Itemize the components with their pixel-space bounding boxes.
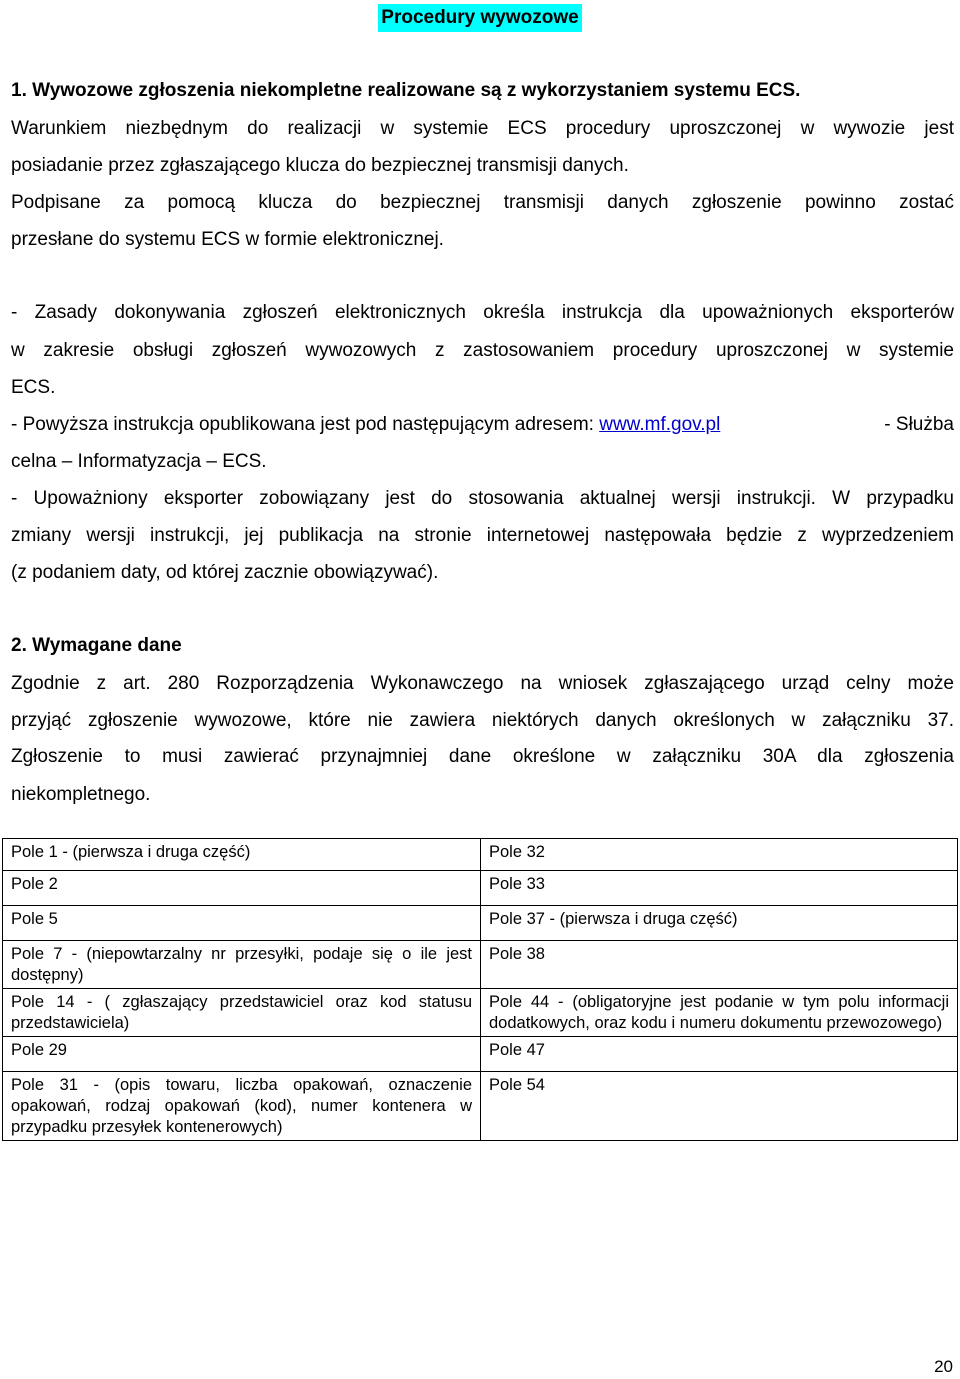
table-row [3, 871, 958, 906]
page-number: 20 [934, 1357, 953, 1376]
table-cell: Pole 31 - (opis towaru, liczba opakowań, oznaczenie opakowań, rodzaj opakowań (kod), numer kontenera w przypadku przesyłek kontenerowych) [3, 1072, 481, 1141]
table-cell: Pole 1 - (pierwsza i druga część) [3, 839, 481, 871]
table-row [3, 1072, 958, 1141]
table-cell: Pole 2 [3, 871, 481, 906]
table-cell: Pole 5 [3, 906, 481, 941]
table-row [3, 989, 958, 1037]
table-row [3, 941, 958, 989]
table-cell: Pole 33 [481, 871, 958, 906]
paragraph-line: - Upoważniony eksporter zobowiązany jest do stosowania aktualnej wersji instrukcji. W przypadku [11, 488, 954, 509]
section-1-heading: 1. Wywozowe zgłoszenia niekompletne realizowane są z wykorzystaniem systemu ECS. [11, 80, 801, 101]
section-2-heading: 2. Wymagane dane [11, 635, 182, 656]
instruction-address-suffix: - Służba [884, 414, 954, 435]
table-row [3, 906, 958, 941]
table-cell: Pole 14 - ( zgłaszający przedstawiciel oraz kod statusu przedstawiciela) [3, 989, 481, 1037]
paragraph-line: posiadanie przez zgłaszającego klucza do bezpiecznej transmisji danych. [11, 155, 629, 176]
paragraph-line: (z podaniem daty, od której zacznie obowiązywać). [11, 562, 439, 583]
required-fields-table [2, 838, 958, 1141]
paragraph-line: Zgłoszenie to musi zawierać przynajmniej dane określone w załączniku 30A dla zgłoszenia [11, 746, 954, 767]
paragraph-line: niekompletnego. [11, 784, 151, 805]
instruction-address-text: - Powyższa instrukcja opublikowana jest pod następującym adresem: [11, 414, 594, 435]
paragraph-line: w zakresie obsługi zgłoszeń wywozowych z zastosowaniem procedury uproszczonej w systemie [11, 340, 954, 361]
table-cell: Pole 38 [481, 941, 958, 989]
paragraph-line: Zgodnie z art. 280 Rozporządzenia Wykonawczego na wniosek zgłaszającego urząd celny może [11, 673, 954, 694]
paragraph-line: celna – Informatyzacja – ECS. [11, 451, 267, 472]
title-wrapper [0, 4, 960, 32]
mf-gov-link[interactable]: www.mf.gov.pl [599, 414, 721, 435]
table-cell: Pole 54 [481, 1072, 958, 1141]
table-cell: Pole 29 [3, 1037, 481, 1072]
table-cell: Pole 32 [481, 839, 958, 871]
paragraph-line: Podpisane za pomocą klucza do bezpiecznej transmisji danych zgłoszenie powinno zostać [11, 192, 954, 213]
paragraph-line: ECS. [11, 377, 56, 398]
paragraph-line: zmiany wersji instrukcji, jej publikacja na stronie internetowej następowała będzie z wyprzedzeniem [11, 525, 954, 546]
instruction-address-line [11, 413, 954, 437]
table-cell: Pole 44 - (obligatoryjne jest podanie w tym polu informacji dodatkowych, oraz kodu i numeru dokumentu przewozowego) [481, 989, 958, 1037]
table-row [3, 1037, 958, 1072]
table-cell: Pole 47 [481, 1037, 958, 1072]
page-title: Procedury wywozowe [378, 4, 581, 32]
paragraph-line: przesłane do systemu ECS w formie elektronicznej. [11, 229, 444, 250]
table-row [3, 839, 958, 871]
paragraph-line: - Zasady dokonywania zgłoszeń elektronicznych określa instrukcja dla upoważnionych eksporterów [11, 302, 954, 323]
table-cell: Pole 7 - (niepowtarzalny nr przesyłki, podaje się o ile jest dostępny) [3, 941, 481, 989]
table-cell: Pole 37 - (pierwsza i druga część) [481, 906, 958, 941]
paragraph-line: przyjąć zgłoszenie wywozowe, które nie zawiera niektórych danych określonych w załączniku 37. [11, 710, 954, 731]
paragraph-line: Warunkiem niezbędnym do realizacji w systemie ECS procedury uproszczonej w wywozie jest [11, 118, 954, 139]
